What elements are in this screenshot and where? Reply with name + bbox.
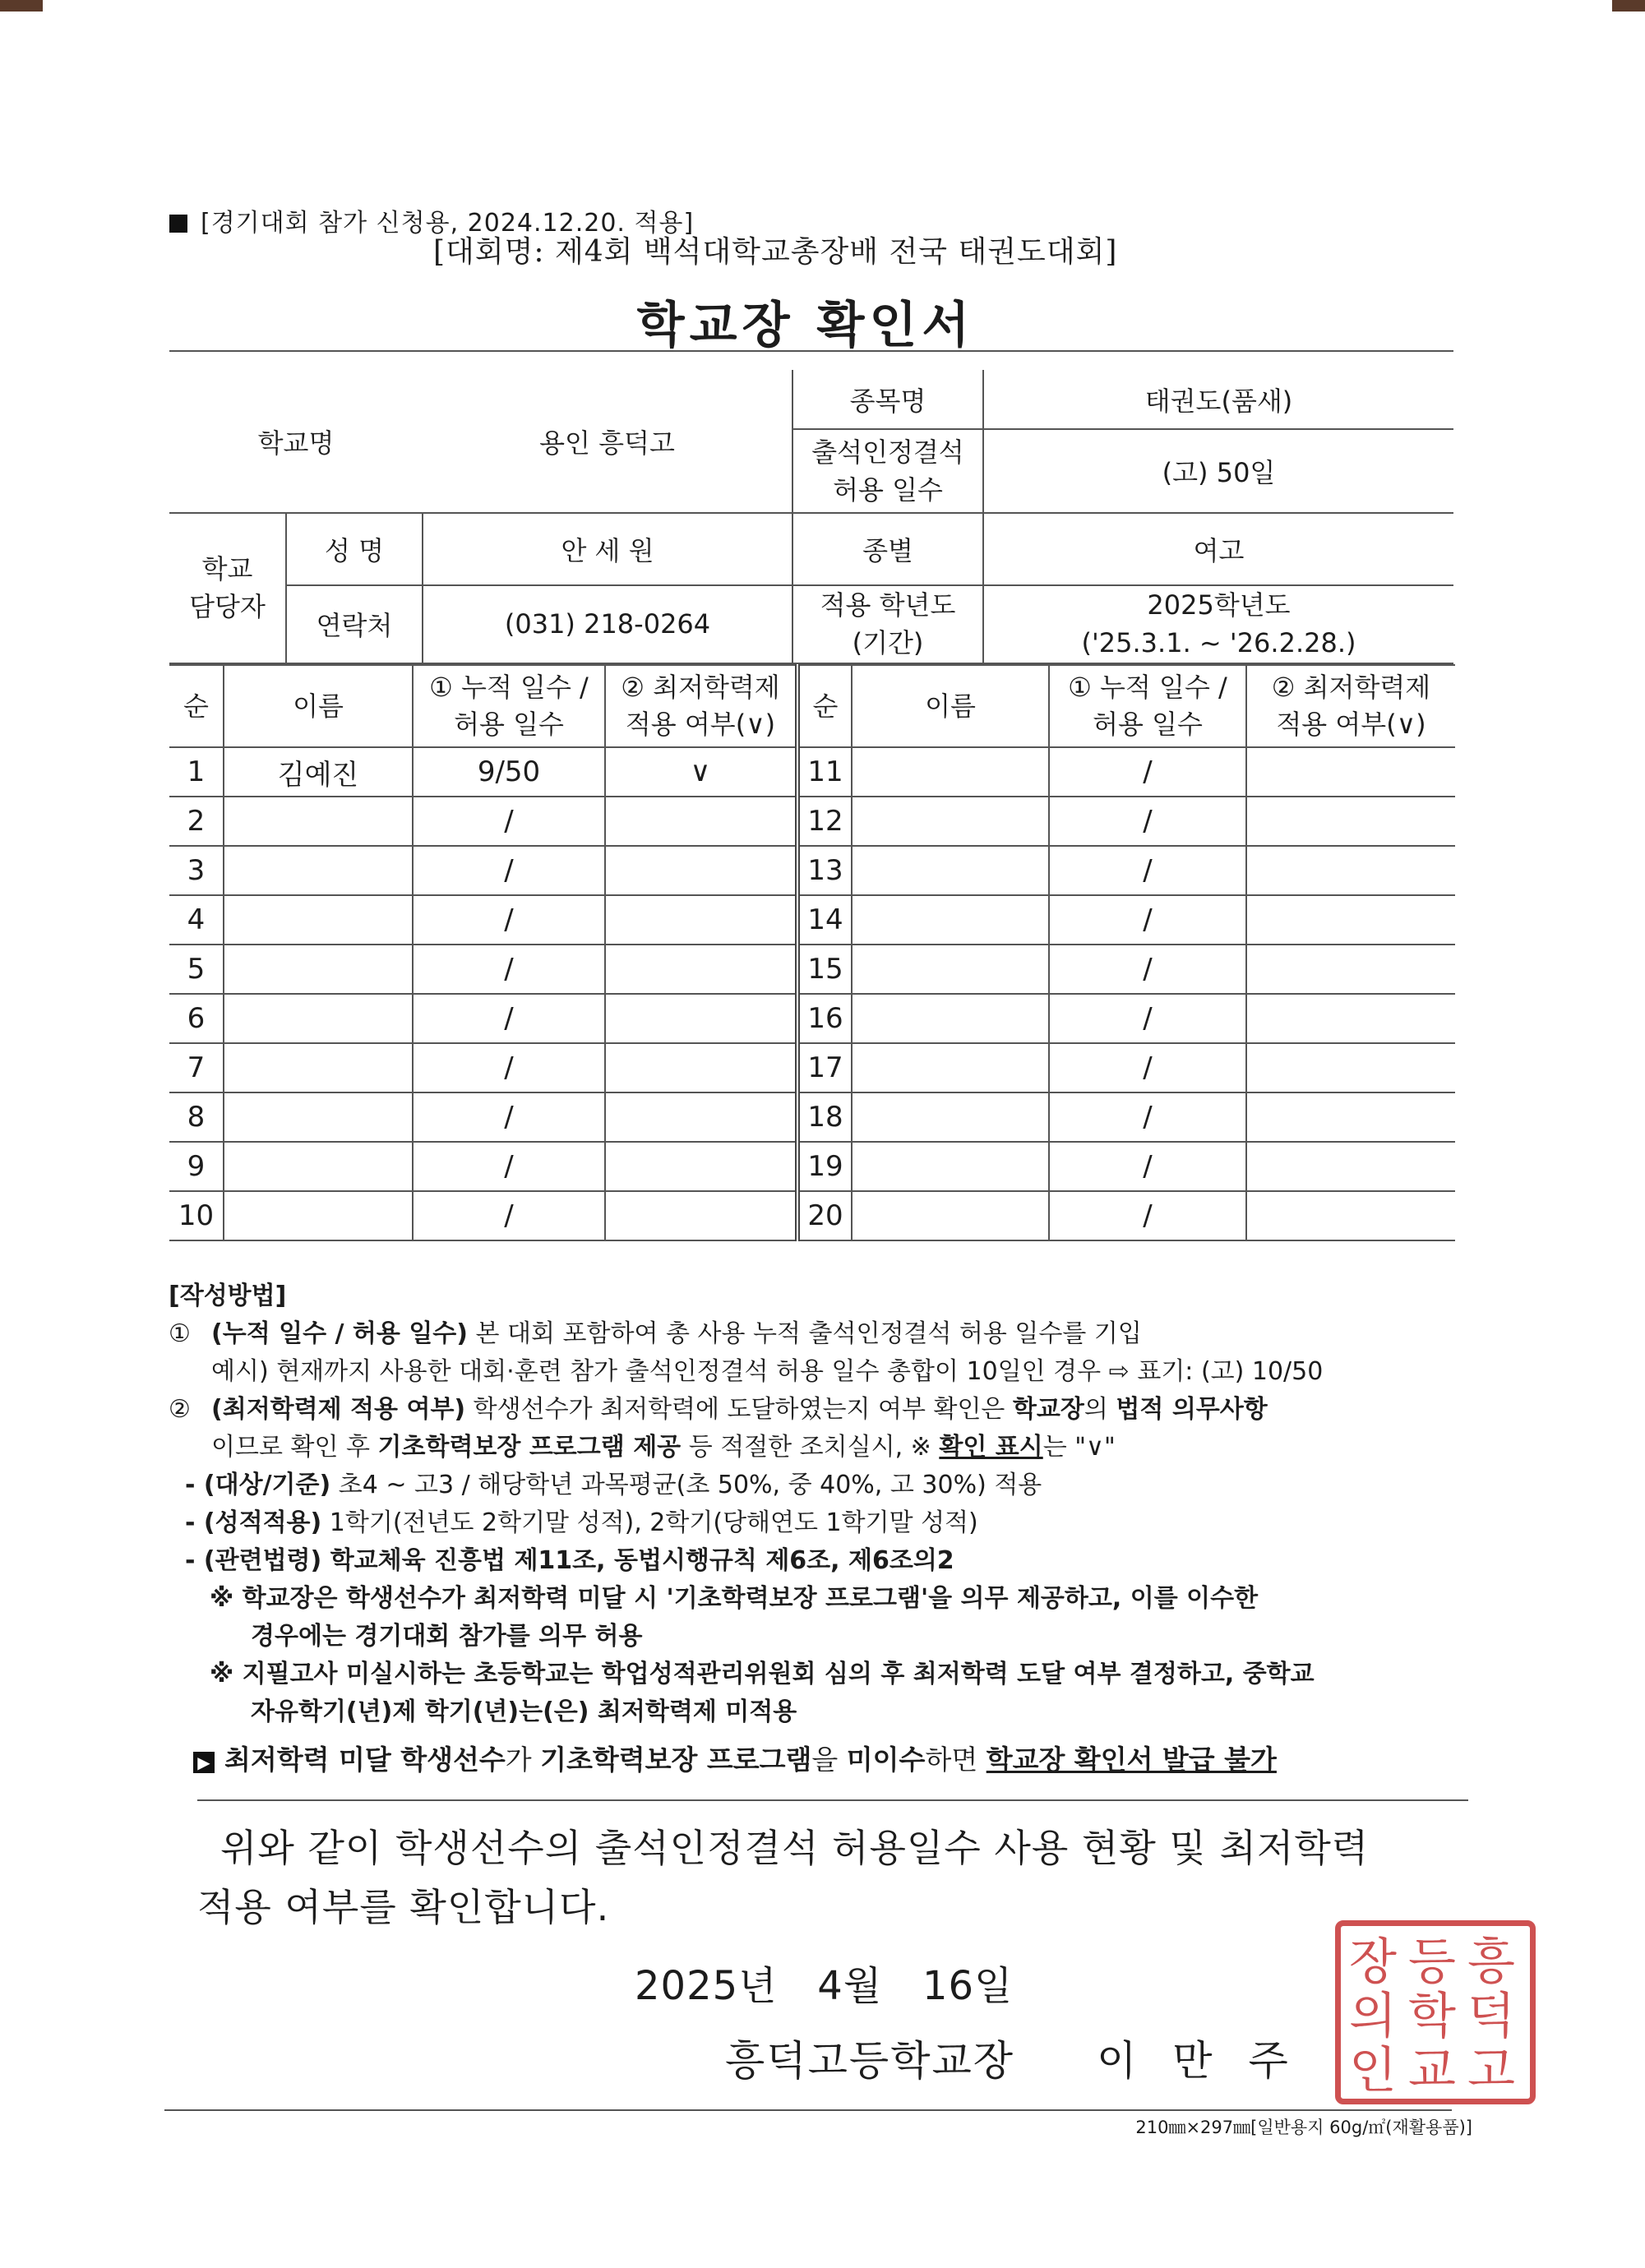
instruction-item-2 — [169, 1391, 1467, 1429]
seq-cell: 1 — [169, 747, 224, 797]
seq-cell: 8 — [169, 1092, 224, 1142]
min-ability-check-cell — [605, 1191, 797, 1240]
sub3-title: - (관련법령) — [185, 1546, 322, 1575]
table-row — [169, 1142, 1455, 1191]
student-name-cell — [224, 1092, 413, 1142]
student-roster-table — [169, 664, 1455, 1241]
days-cell: / — [413, 1043, 605, 1092]
principal-name: 이 만 주 — [1097, 2037, 1300, 2085]
min-ability-check-cell-right — [1246, 797, 1455, 846]
days-cell: / — [413, 1142, 605, 1191]
student-name-cell-right — [852, 994, 1049, 1043]
principal-signature — [725, 2028, 1300, 2087]
days-cell-right: / — [1049, 945, 1246, 994]
instructions-divider — [197, 1799, 1468, 1801]
table-row — [169, 747, 1455, 797]
student-name-cell — [224, 1191, 413, 1240]
days-header-right-line2: 허용 일수 — [1093, 709, 1203, 740]
student-name-cell — [224, 895, 413, 945]
notice-bold-e: 미이수 — [846, 1744, 926, 1776]
seq-cell: 3 — [169, 846, 224, 895]
gender-value: 여고 — [983, 513, 1453, 585]
seq-header-right: 순 — [797, 665, 852, 747]
table-row — [169, 1092, 1455, 1142]
item1-text: 본 대회 포함하여 총 사용 누적 출석인정결석 허용 일수를 기입 — [468, 1319, 1142, 1348]
form-usage-text: [경기대회 참가 신청용, 2024.12.20. 적용] — [201, 209, 695, 238]
seq-cell-right: 17 — [797, 1043, 852, 1092]
instruction-sub-target — [169, 1467, 1467, 1504]
min-ability-header-right-line1: ② 최저학력제 — [1271, 672, 1431, 704]
seq-cell-right: 11 — [797, 747, 852, 797]
min-ability-check-cell — [605, 895, 797, 945]
instruction-note-1: ※ 학교장은 학생선수가 최저학력 미달 시 '기초학력보장 프로그램'을 의무 제공하고, 이를 이수한 — [210, 1584, 1259, 1613]
confirmation-line-2: 적용 여부를 확인합니다. — [197, 1885, 610, 1929]
seq-header: 순 — [169, 665, 224, 747]
min-ability-check-cell — [605, 1092, 797, 1142]
sub3-text: 학교체육 진흥법 제11조, 동법시행규칙 제6조, 제6조의2 — [321, 1546, 954, 1575]
min-ability-header-right — [1246, 665, 1455, 747]
min-ability-check-cell-right — [1246, 747, 1455, 797]
student-name-cell-right — [852, 1043, 1049, 1092]
seq-cell: 5 — [169, 945, 224, 994]
issue-date: 2025년 4월 16일 — [635, 1963, 1014, 2009]
absence-days-label-line1: 출석인정결석 — [811, 436, 964, 468]
min-ability-header — [605, 665, 797, 747]
days-cell-right: / — [1049, 747, 1246, 797]
student-name-cell — [224, 846, 413, 895]
instructions-section — [169, 1277, 1467, 1779]
manager-label-line2: 담당자 — [189, 591, 266, 623]
event-value: 태권도(품새) — [983, 370, 1453, 429]
days-cell-right: / — [1049, 895, 1246, 945]
principal-title: 흥덕고등학교장 — [725, 2037, 1015, 2085]
min-ability-check-cell-right — [1246, 895, 1455, 945]
scan-corner-left — [0, 0, 43, 12]
school-year-label-line1: 적용 학년도 — [820, 589, 956, 621]
student-name-cell-right — [852, 846, 1049, 895]
table-row — [169, 797, 1455, 846]
square-bullet-icon — [169, 215, 187, 233]
bottom-divider — [164, 2109, 1452, 2111]
student-name-cell — [224, 1142, 413, 1191]
school-name-value: 용인 흥덕고 — [423, 370, 792, 513]
days-header-right-line1: ① 누적 일수 / — [1068, 672, 1227, 704]
seq-cell-right: 15 — [797, 945, 852, 994]
arrow-box-icon: ▶ — [193, 1752, 215, 1773]
school-year-value-line1: 2025학년도 — [1147, 589, 1291, 621]
min-ability-check-cell-right — [1246, 846, 1455, 895]
days-cell-right: / — [1049, 797, 1246, 846]
min-ability-check-cell-right — [1246, 994, 1455, 1043]
competition-name: [대회명: 제4회 백석대학교총장배 전국 태권도대회] — [433, 235, 1118, 269]
seq-cell: 9 — [169, 1142, 224, 1191]
confirmation-statement — [197, 1818, 1480, 1937]
manager-contact-label: 연락처 — [286, 585, 423, 663]
min-ability-header-right-line2: 적용 여부(∨) — [1276, 709, 1426, 740]
student-name-cell-right — [852, 945, 1049, 994]
table-row — [169, 1191, 1455, 1240]
student-name-cell-right — [852, 1142, 1049, 1191]
student-name-cell: 김예진 — [224, 747, 413, 797]
seq-cell-right: 16 — [797, 994, 852, 1043]
scan-corner-right — [1612, 0, 1645, 12]
days-cell: / — [413, 1191, 605, 1240]
item2-bold-duty: 법적 의무사항 — [1116, 1395, 1268, 1424]
gender-label: 종별 — [792, 513, 983, 585]
table-row — [169, 994, 1455, 1043]
days-cell: / — [413, 797, 605, 846]
table-row — [169, 895, 1455, 945]
days-header-line2: 허용 일수 — [454, 709, 564, 740]
sub2-text: 1학기(전년도 2학기말 성적), 2학기(당해연도 1학기말 성적) — [321, 1508, 978, 1537]
item2-text-c: 의 — [1084, 1395, 1116, 1424]
student-name-cell-right — [852, 1191, 1049, 1240]
notice-bold-a: 최저학력 미달 학생선수 — [224, 1744, 506, 1776]
absence-days-value: (고) 50일 — [983, 429, 1453, 513]
days-header-right — [1049, 665, 1246, 747]
student-name-cell-right — [852, 895, 1049, 945]
instruction-item-2-line2 — [169, 1429, 1467, 1467]
min-ability-check-cell-right — [1246, 945, 1455, 994]
min-ability-check-cell-right — [1246, 1191, 1455, 1240]
seq-cell-right: 14 — [797, 895, 852, 945]
item2-l2-text-c: 는 "∨" — [1042, 1433, 1116, 1462]
min-ability-check-cell-right — [1246, 1142, 1455, 1191]
min-ability-check-cell — [605, 1142, 797, 1191]
days-cell: / — [413, 895, 605, 945]
days-cell-right: / — [1049, 994, 1246, 1043]
name-header-right: 이름 — [852, 665, 1049, 747]
instruction-note-1-line2: 경우에는 경기대회 참가를 의무 허용 — [251, 1622, 643, 1651]
notice-text-b: 가 — [505, 1744, 541, 1776]
confirmation-line-1: 위와 같이 학생선수의 출석인정결석 허용일수 사용 현황 및 최저학력 — [220, 1826, 1370, 1870]
days-cell: 9/50 — [413, 747, 605, 797]
days-header-line1: ① 누적 일수 / — [429, 672, 589, 704]
instruction-note-2-line2: 자유학기(년)제 학기(년)는(은) 최저학력제 미적용 — [251, 1698, 797, 1726]
item2-text-a: 학생선수가 최저학력에 도달하였는지 여부 확인은 — [465, 1395, 1013, 1424]
school-info-table — [169, 370, 1453, 664]
item2-l2-bold: 기초학력보장 프로그램 제공 — [377, 1433, 682, 1462]
notice-text-d: 을 — [811, 1744, 847, 1776]
table-row — [169, 1043, 1455, 1092]
min-ability-header-line2: 적용 여부(∨) — [625, 709, 776, 740]
seq-cell: 7 — [169, 1043, 224, 1092]
notice-bold-c: 기초학력보장 프로그램 — [540, 1744, 812, 1776]
instruction-sub-law — [169, 1542, 1467, 1580]
days-cell-right: / — [1049, 1043, 1246, 1092]
student-name-cell-right — [852, 797, 1049, 846]
min-ability-check-cell-right — [1246, 1043, 1455, 1092]
days-cell: / — [413, 846, 605, 895]
student-name-cell-right — [852, 1092, 1049, 1142]
manager-contact-value: (031) 218-0264 — [423, 585, 792, 663]
instructions-heading: [작성방법] — [169, 1282, 287, 1310]
instruction-item-1 — [169, 1315, 1467, 1353]
item1-title: (누적 일수 / 허용 일수) — [211, 1319, 468, 1348]
sub1-text: 초4 ~ 고3 / 해당학년 과목평균(초 50%, 중 40%, 고 30%) 적용 — [330, 1471, 1042, 1499]
student-name-cell-right — [852, 747, 1049, 797]
table-row — [169, 846, 1455, 895]
issuance-notice — [169, 1741, 1467, 1779]
official-seal-stamp: 흥 덕 고 등 학 교 장 의 인 — [1335, 1920, 1536, 2104]
seq-cell: 4 — [169, 895, 224, 945]
event-label: 종목명 — [792, 370, 983, 429]
min-ability-check-cell: ∨ — [605, 747, 797, 797]
student-name-cell — [224, 945, 413, 994]
seq-cell-right: 20 — [797, 1191, 852, 1240]
seq-cell-right: 18 — [797, 1092, 852, 1142]
circled-two-marker: ② — [169, 1395, 191, 1424]
days-cell: / — [413, 1092, 605, 1142]
title-divider — [169, 350, 1453, 352]
seq-cell: 6 — [169, 994, 224, 1043]
school-year-value-line2: ('25.3.1. ~ '26.2.28.) — [1081, 627, 1356, 659]
instruction-note-2: ※ 지필고사 미실시하는 초등학교는 학업성적관리위원회 심의 후 최저학력 도달 여부 결정하고, 중학교 — [210, 1660, 1315, 1688]
student-name-cell — [224, 994, 413, 1043]
absence-days-label — [792, 429, 983, 513]
roster-header-row — [169, 665, 1455, 747]
min-ability-check-cell — [605, 797, 797, 846]
notice-underline: 학교장 확인서 발급 불가 — [986, 1744, 1277, 1776]
paper-spec-note: 210㎜×297㎜[일반용지 60g/㎡(재활용품)] — [1135, 2118, 1472, 2137]
manager-name-value: 안 세 원 — [423, 513, 792, 585]
seq-cell: 10 — [169, 1191, 224, 1240]
instruction-sub-grades — [169, 1504, 1467, 1542]
school-manager-label — [169, 513, 286, 663]
days-cell-right: / — [1049, 1191, 1246, 1240]
absence-days-label-line2: 허용 일수 — [833, 474, 943, 506]
seq-cell-right: 12 — [797, 797, 852, 846]
min-ability-check-cell — [605, 846, 797, 895]
days-cell: / — [413, 945, 605, 994]
days-header — [413, 665, 605, 747]
seq-cell: 2 — [169, 797, 224, 846]
table-row — [169, 945, 1455, 994]
min-ability-check-cell — [605, 945, 797, 994]
item2-l2-text-b: 등 적절한 조치실시, ※ — [681, 1433, 940, 1462]
min-ability-check-cell — [605, 994, 797, 1043]
roster-body — [169, 747, 1455, 1240]
name-header: 이름 — [224, 665, 413, 747]
item2-title: (최저학력제 적용 여부) — [211, 1395, 466, 1424]
min-ability-check-cell — [605, 1043, 797, 1092]
school-year-value — [983, 585, 1453, 663]
manager-name-label: 성 명 — [286, 513, 423, 585]
seq-cell-right: 19 — [797, 1142, 852, 1191]
notice-text-f: 하면 — [925, 1744, 987, 1776]
item2-l2-text-a: 이므로 확인 후 — [211, 1433, 378, 1462]
circled-one-marker: ① — [169, 1319, 191, 1348]
item2-bold-principal: 학교장 — [1012, 1395, 1084, 1424]
manager-label-line1: 학교 — [201, 553, 253, 584]
student-name-cell — [224, 1043, 413, 1092]
sub1-title: - (대상/기준) — [185, 1471, 331, 1499]
seq-cell-right: 13 — [797, 846, 852, 895]
min-ability-check-cell-right — [1246, 1092, 1455, 1142]
school-name-label: 학교명 — [169, 370, 423, 513]
student-name-cell — [224, 797, 413, 846]
instruction-item-1-example: 예시) 현재까지 사용한 대회·훈련 참가 출석인정결석 허용 일수 총합이 10일인 경우 ⇨ 표기: (고) 10/50 — [211, 1357, 1324, 1386]
document-title: 학교장 확인서 — [636, 297, 975, 354]
school-year-label — [792, 585, 983, 663]
sub2-title: - (성적적용) — [185, 1508, 322, 1537]
days-cell: / — [413, 994, 605, 1043]
days-cell-right: / — [1049, 846, 1246, 895]
days-cell-right: / — [1049, 1142, 1246, 1191]
min-ability-header-line1: ② 최저학력제 — [621, 672, 780, 704]
school-year-label-line2: (기간) — [852, 627, 924, 659]
item2-l2-underline: 확인 표시 — [939, 1433, 1043, 1462]
days-cell-right: / — [1049, 1092, 1246, 1142]
